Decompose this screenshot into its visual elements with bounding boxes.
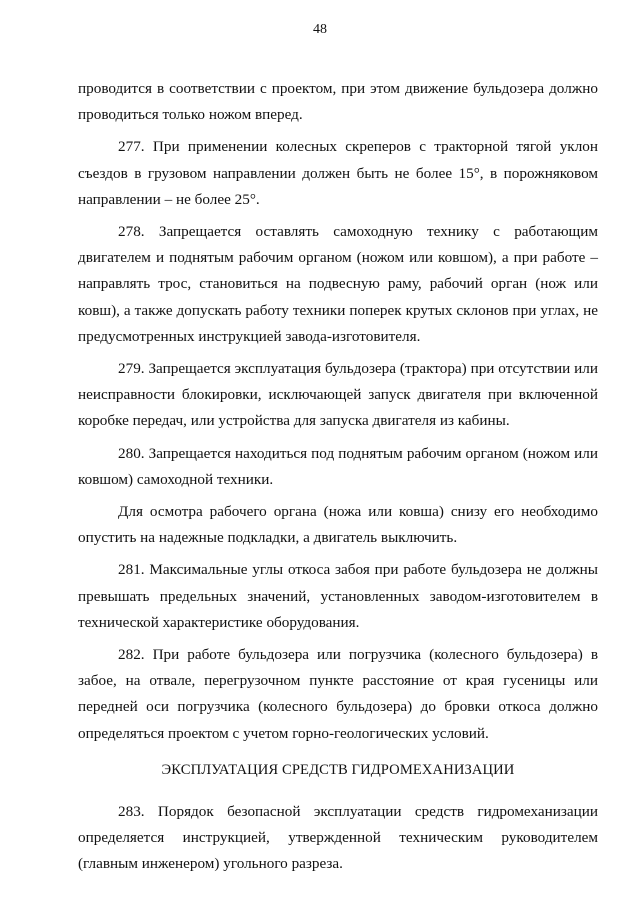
paragraph-continuation: проводится в соответствии с проектом, при этом движение бульдозера должно проводиться только ножом вперед. [78, 80, 598, 124]
section-heading: ЭКСПЛУАТАЦИЯ СРЕДСТВ ГИДРОМЕХАНИЗАЦИИ [161, 761, 515, 778]
paragraph-277: 277. При применении колесных скреперов с тракторной тягой уклон съездов в грузовом направлении должен быть не более 15°, в порожняковом направлении – не более 25°. [78, 138, 598, 208]
page-number: 48 [313, 22, 327, 37]
paragraph-283: 283. Порядок безопасной эксплуатации средств гидромеханизации определяется инструкцией, утвержденной техническим руководителем (главным инженером) угольного разреза. [78, 802, 598, 873]
paragraph-282: 282. При работе бульдозера или погрузчика (колесного бульдозера) в забое, на отвале, перегрузочном пункте расстояние от края гусеницы или передней оси погрузчика (колесного бульдозера) до бровки откоса должно определяться проектом с учетом горно-геологических условий. [78, 646, 598, 742]
paragraph-280-note: Для осмотра рабочего органа (ножа или ковша) снизу его необходимо опустить на надежные подкладки, а двигатель выключить. [78, 503, 598, 547]
paragraph-280: 280. Запрещается находиться под поднятым рабочим органом (ножом или ковшом) самоходной техники. [78, 444, 598, 488]
document-body [78, 76, 598, 883]
paragraph-279: 279. Запрещается эксплуатация бульдозера (трактора) при отсутствии или неисправности блокировки, исключающей запуск двигателя при включенной коробке передач, или устройства для запуска двигателя из кабины. [78, 360, 598, 430]
paragraph-281: 281. Максимальные углы откоса забоя при работе бульдозера не должны превышать предельных значений, установленных заводом-изготовителем в технической характеристике оборудования. [78, 561, 598, 631]
paragraph-278: 278. Запрещается оставлять самоходную технику с работающим двигателем и поднятым рабочим органом (ножом или ковшом), а при работе – направлять трос, становиться на подвесную раму, рабочий орган (нож или ковш), а также допускать работу техники поперек крутых склонов при углах, не предусмотренных инструкцией завода-изготовителя. [78, 223, 598, 345]
